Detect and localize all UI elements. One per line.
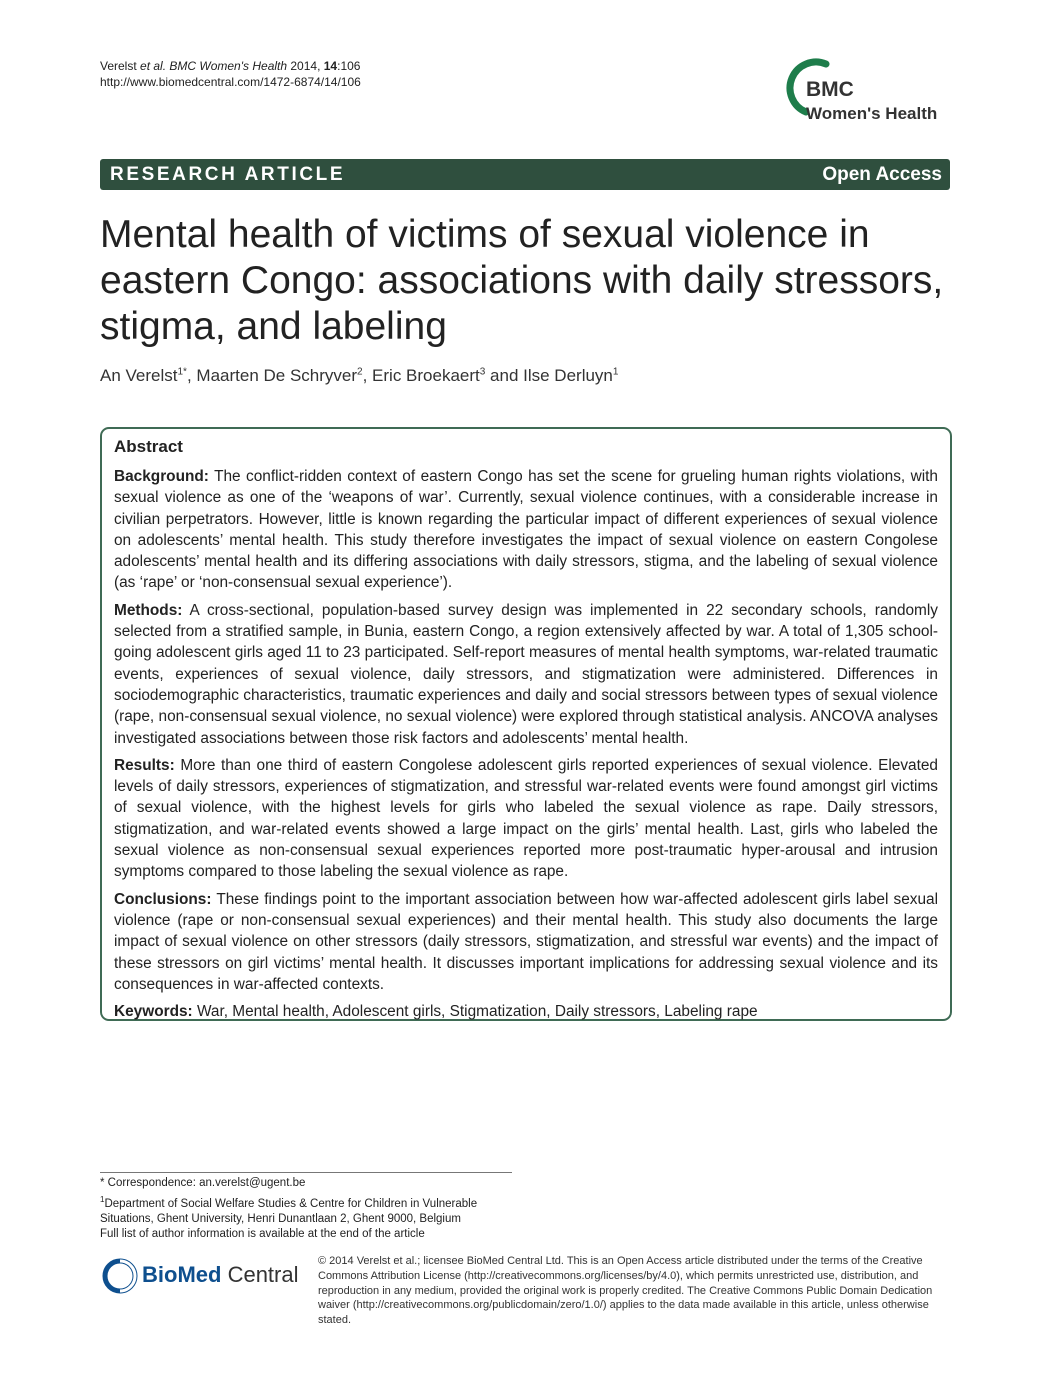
footnote-divider xyxy=(100,1172,512,1173)
correspondence: * Correspondence: an.verelst@ugent.be xyxy=(100,1177,306,1189)
open-access-label: Open Access xyxy=(822,164,942,185)
abstract-keywords xyxy=(114,1001,938,1022)
author-affiliation: 2 xyxy=(357,366,363,378)
section-text: These findings point to the important association between how war-affected adolescent girls label sexual violence (rape or non-consensual sexual experiences) and their mental health. This study also documents the large impact of sexual violence on other stressors (daily stressors, stigmatization, and stressful war events) and the impact of these stressors on girl victims’ mental health. It discusses important implications for addressing sexual violence and its consequences in war-affected contexts. xyxy=(114,890,938,993)
author-info-note: Full list of author information is available at the end of the article xyxy=(100,1228,425,1241)
biomed-central-logo xyxy=(100,1256,300,1296)
citation-authors: Verelst xyxy=(100,59,141,73)
wordmark-central: Central xyxy=(221,1262,299,1287)
section-label: Methods: xyxy=(114,601,183,619)
citation-year: 2014, xyxy=(287,59,324,73)
affiliation-text: Department of Social Welfare Studies & Centre for Children in Vulnerable Situations, Ghent University, Henri Dunantlaan 2, Ghent 9000, Belgium xyxy=(100,1197,478,1225)
section-label: Keywords: xyxy=(114,1003,193,1021)
citation-journal: et al. BMC Women's Health xyxy=(140,59,288,73)
author-separator: , xyxy=(362,366,373,385)
section-label: Background: xyxy=(114,468,209,485)
abstract-box xyxy=(100,427,952,1021)
abstract-heading: Abstract xyxy=(114,437,183,456)
license-text: © 2014 Verelst et al.; licensee BioMed Central Ltd. This is an Open Access article distributed under the terms of the Creative Commons Attribution License (http://creativecommons.org/licenses/by/4.0), which permits unrestricted use, distribution, and reproduction in any medium, provided the original work is properly credited. The Creative Commons Public Domain Dedication waiver (http://creativecommons.org/publicdomain/zero/1.0/) applies to the data made available in this article, unless otherwise stated. xyxy=(318,1255,933,1327)
footnotes xyxy=(100,1176,520,1243)
section-text: War, Mental health, Adolescent girls, Stigmatization, Daily stressors, Labeling rape xyxy=(192,1003,758,1021)
abstract-methods xyxy=(114,600,938,749)
article-type: RESEARCH ARTICLE xyxy=(110,164,346,185)
author-name[interactable]: An Verelst xyxy=(100,366,178,385)
journal-logo xyxy=(786,58,956,130)
author-affiliation: 1* xyxy=(177,366,187,378)
article-title: Mental health of victims of sexual violence in eastern Congo: associations with daily stressors, stigma, and labeling xyxy=(100,213,944,348)
author-separator: , xyxy=(186,366,197,385)
author-separator: and xyxy=(485,366,524,385)
author-list xyxy=(100,366,618,386)
section-label: Conclusions: xyxy=(114,890,212,908)
abstract-results xyxy=(114,755,938,883)
wordmark-biomed: BioMed xyxy=(142,1262,222,1287)
abstract-background xyxy=(114,466,938,594)
journal-logo-bmc: BMC xyxy=(806,78,854,101)
section-label: Results: xyxy=(114,756,175,774)
author-name[interactable]: Eric Broekaert xyxy=(372,366,480,385)
author-affiliation: 3 xyxy=(479,366,486,378)
citation-volume: 14 xyxy=(323,59,338,73)
citation-page: :106 xyxy=(337,59,361,73)
affiliation-number: 1 xyxy=(100,1194,105,1204)
biomed-central-emblem-icon xyxy=(100,1256,140,1296)
article-url[interactable]: http://www.biomedcentral.com/1472-6874/14/106 xyxy=(100,75,361,89)
article-type-banner xyxy=(100,159,950,190)
section-text: The conflict-ridden context of eastern Congo has set the scene for grueling human rights violations, with sexual violence as one of the ‘weapons of war’. Currently, sexual violence continues, with a considerable increase in civilian perpetrators. However, little is known regarding the particular impact of different experiences of sexual violence on adolescents’ mental health. This study therefore investigates the impact of sexual violence on eastern Congolese adolescents’ mental health and its differing associations with daily stressors, stigma, and the labeling of sexual violence (as ‘rape’ or ‘non-consensual sexual experience’). xyxy=(114,468,938,592)
author-affiliation: 1 xyxy=(612,366,619,378)
citation-header xyxy=(100,58,361,90)
journal-logo-name: Women's Health xyxy=(806,104,938,123)
section-text: More than one third of eastern Congolese adolescent girls reported experiences of sexual violence. Elevated levels of daily stressors, experiences of stigmatization, and stressful war-related events were found amongst girl victims of sexual violence, with the highest levels for girls who labeled the sexual violence as rape. Daily stressors, stigmatization, and war-related events showed a large impact on the girls’ mental health. Last, girls who labeled the sexual violence as non-consensual sexual experiences reported more post-traumatic hyper-arousal and intrusion symptoms compared to those labeling the sexual violence as rape. xyxy=(114,756,938,881)
abstract-conclusions xyxy=(114,889,938,995)
citation-line xyxy=(100,58,361,74)
author-name[interactable]: Maarten De Schryver xyxy=(196,366,358,385)
affiliation xyxy=(100,1192,520,1228)
biomed-central-wordmark xyxy=(142,1262,299,1288)
section-text: A cross-sectional, population-based survey design was implemented in 22 secondary schools, randomly selected from a stratified sample, in Bunia, eastern Congo, a region extensively affected by war. A total of 1,305 school-going adolescent girls aged 11 to 23 participated. Self-report measures of mental health symptoms, war-related traumatic events, experiences of sexual violence, daily stressors, and stigmatization were administered. Differences in sociodemographic characteristics, traumatic experiences and daily and social stressors between types of sexual violence (rape, non-consensual sexual violence, no sexual violence) were explored through statistical analysis. ANCOVA analyses investigated associations between those risk factors and adolescents’ mental health. xyxy=(114,601,938,747)
author-name[interactable]: Ilse Derluyn xyxy=(523,366,613,385)
